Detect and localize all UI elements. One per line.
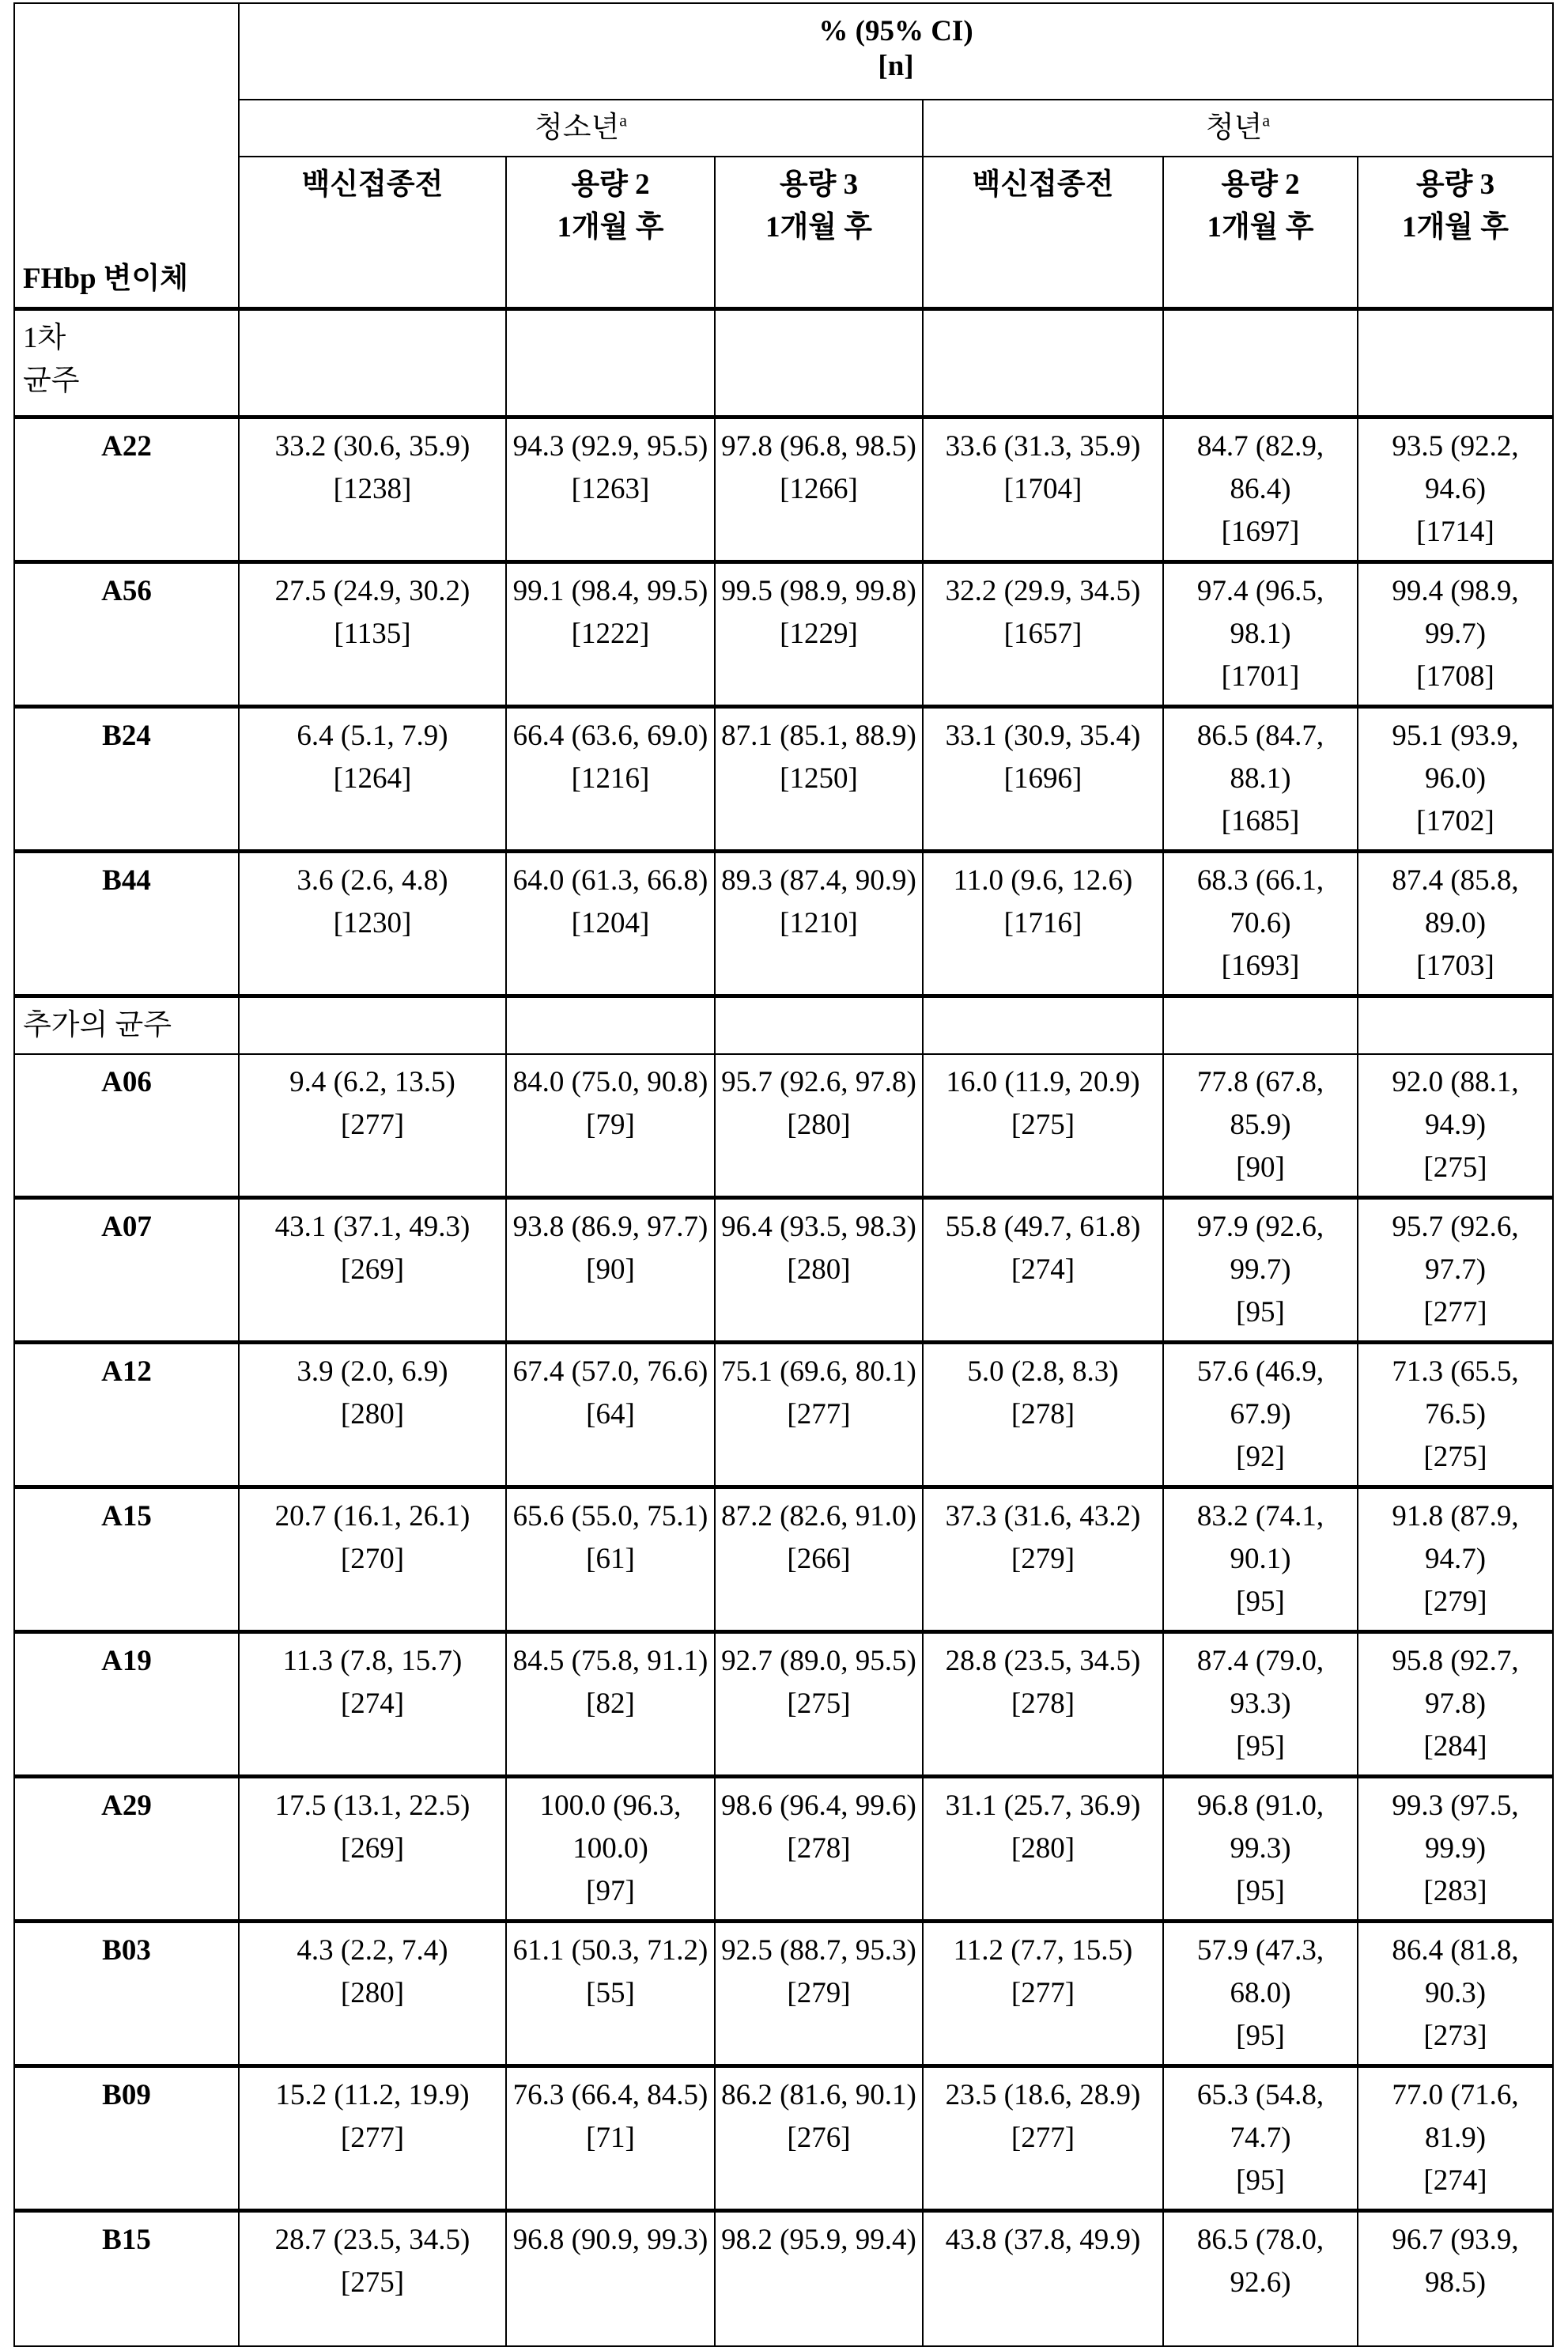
sample-size: [275]: [244, 2262, 501, 2304]
sample-size: [61]: [512, 1538, 709, 1581]
value-cell: [1358, 2065, 1553, 2210]
sample-size: [275]: [928, 1104, 1158, 1147]
percent-ci: 23.5 (18.6, 28.9): [928, 2074, 1158, 2117]
sample-size: [278]: [928, 1393, 1158, 1436]
subcolumn-header: [923, 157, 1163, 308]
sample-size: [277]: [928, 2117, 1158, 2160]
sample-size: [269]: [244, 1249, 501, 1291]
sample-size: [278]: [928, 1683, 1158, 1725]
sample-size: [280]: [720, 1249, 917, 1291]
percent-ci: 92.0 (88.1, 94.9): [1363, 1061, 1547, 1147]
table-row: [14, 2065, 1553, 2210]
value-cell: [715, 1197, 923, 1342]
percent-ci: 57.9 (47.3, 68.0): [1169, 1929, 1352, 2015]
value-cell: [239, 2210, 506, 2346]
percent-ci: 87.2 (82.6, 91.0): [720, 1495, 917, 1538]
percent-ci: 86.5 (84.7, 88.1): [1169, 715, 1352, 800]
value-cell: [1358, 417, 1553, 561]
percent-ci: 57.6 (46.9, 67.9): [1169, 1351, 1352, 1436]
percent-ci: 68.3 (66.1, 70.6): [1169, 860, 1352, 945]
value-cell: [1163, 706, 1358, 851]
percent-ci: 87.4 (85.8, 89.0): [1363, 860, 1547, 945]
percent-ci: 67.4 (57.0, 76.6): [512, 1351, 709, 1393]
subcolumn-header: [1358, 157, 1553, 308]
value-cell: [1163, 1487, 1358, 1631]
table-row: [14, 1197, 1553, 1342]
sample-size: [274]: [928, 1249, 1158, 1291]
sample-size: [273]: [1363, 2015, 1547, 2058]
value-cell: [1358, 2210, 1553, 2346]
sample-size: [274]: [1363, 2160, 1547, 2202]
table-row: [14, 706, 1553, 851]
percent-ci: 96.4 (93.5, 98.3): [720, 1206, 917, 1249]
table-row: [14, 417, 1553, 561]
percent-ci: 86.4 (81.8, 90.3): [1363, 1929, 1547, 2015]
value-cell: [506, 1487, 715, 1631]
value-cell: [506, 2210, 715, 2346]
section-row: [14, 308, 1553, 417]
sample-size: [1266]: [720, 468, 917, 511]
value-cell: [1163, 1197, 1358, 1342]
percent-ci: 5.0 (2.8, 8.3): [928, 1351, 1158, 1393]
measure-header-line2: [n]: [244, 45, 1547, 88]
percent-ci: 98.6 (96.4, 99.6): [720, 1785, 917, 1827]
value-cell: [715, 1342, 923, 1487]
subcolumn-header-line1: 백신접종전: [928, 164, 1158, 206]
sample-size: [1708]: [1363, 656, 1547, 698]
value-cell: [239, 1776, 506, 1921]
value-cell: [715, 2210, 923, 2346]
value-cell: [506, 561, 715, 706]
percent-ci: 95.8 (92.7, 97.8): [1363, 1640, 1547, 1725]
percent-ci: 11.3 (7.8, 15.7): [244, 1640, 501, 1683]
percent-ci: 4.3 (2.2, 7.4): [244, 1929, 501, 1972]
percent-ci: 91.8 (87.9, 94.7): [1363, 1495, 1547, 1581]
percent-ci: 94.3 (92.9, 95.5): [512, 425, 709, 468]
value-cell: [715, 1631, 923, 1776]
percent-ci: 71.3 (65.5, 76.5): [1363, 1351, 1547, 1436]
percent-ci: 16.0 (11.9, 20.9): [928, 1061, 1158, 1104]
empty-cell: [506, 996, 715, 1054]
value-cell: [1163, 851, 1358, 996]
percent-ci: 66.4 (63.6, 69.0): [512, 715, 709, 758]
percent-ci: 83.2 (74.1, 90.1): [1169, 1495, 1352, 1581]
percent-ci: 97.4 (96.5, 98.1): [1169, 570, 1352, 656]
empty-cell: [506, 308, 715, 417]
percent-ci: 99.5 (98.9, 99.8): [720, 570, 917, 613]
group-label: 청소년: [535, 111, 619, 144]
value-cell: [923, 561, 1163, 706]
percent-ci: 92.7 (89.0, 95.5): [720, 1640, 917, 1683]
value-cell: [923, 1776, 1163, 1921]
value-cell: [1358, 1487, 1553, 1631]
sample-size: [79]: [512, 1104, 709, 1147]
percent-ci: 93.5 (92.2, 94.6): [1363, 425, 1547, 511]
value-cell: [715, 417, 923, 561]
percent-ci: 3.9 (2.0, 6.9): [244, 1351, 501, 1393]
percent-ci: 33.6 (31.3, 35.9): [928, 425, 1158, 468]
value-cell: [506, 1054, 715, 1198]
value-cell: [1163, 2065, 1358, 2210]
value-cell: [923, 706, 1163, 851]
value-cell: [715, 1921, 923, 2065]
value-cell: [715, 1776, 923, 1921]
value-cell: [1358, 1342, 1553, 1487]
sample-size: [55]: [512, 1972, 709, 2015]
value-cell: [506, 851, 715, 996]
percent-ci: 6.4 (5.1, 7.9): [244, 715, 501, 758]
empty-cell: [1163, 996, 1358, 1054]
value-cell: [923, 1054, 1163, 1198]
subcolumn-header-line2: 1개월 후: [1363, 206, 1547, 249]
sample-size: [1685]: [1169, 800, 1352, 843]
sample-size: [266]: [720, 1538, 917, 1581]
percent-ci: 15.2 (11.2, 19.9): [244, 2074, 501, 2117]
subcolumn-header-line2: 1개월 후: [512, 206, 709, 249]
value-cell: [1163, 2210, 1358, 2346]
value-cell: [923, 1342, 1163, 1487]
empty-cell: [239, 996, 506, 1054]
subcolumn-header-line1: 용량 3: [720, 164, 917, 206]
value-cell: [923, 1631, 1163, 1776]
group-header-young-adults: [923, 100, 1553, 157]
sample-size: [95]: [1169, 2015, 1352, 2058]
variant-name: A15: [14, 1487, 239, 1631]
value-cell: [506, 417, 715, 561]
variant-name: A22: [14, 417, 239, 561]
value-cell: [239, 417, 506, 561]
sample-size: [95]: [1169, 1291, 1352, 1334]
sample-size: [1704]: [928, 468, 1158, 511]
percent-ci: 37.3 (31.6, 43.2): [928, 1495, 1158, 1538]
sample-size: [95]: [1169, 2160, 1352, 2202]
table-row: [14, 1054, 1553, 1198]
percent-ci: 76.3 (66.4, 84.5): [512, 2074, 709, 2117]
empty-cell: [1358, 308, 1553, 417]
sample-size: [280]: [928, 1827, 1158, 1870]
percent-ci: 89.3 (87.4, 90.9): [720, 860, 917, 902]
value-cell: [506, 2065, 715, 2210]
percent-ci: 31.1 (25.7, 36.9): [928, 1785, 1158, 1827]
percent-ci: 84.5 (75.8, 91.1): [512, 1640, 709, 1683]
percent-ci: 61.1 (50.3, 71.2): [512, 1929, 709, 1972]
sample-size: [90]: [512, 1249, 709, 1291]
value-cell: [239, 851, 506, 996]
variant-name: A56: [14, 561, 239, 706]
percent-ci: 99.4 (98.9, 99.7): [1363, 570, 1547, 656]
value-cell: [239, 1631, 506, 1776]
sample-size: [277]: [1363, 1291, 1547, 1334]
results-table: [13, 2, 1554, 2347]
sample-size: [1204]: [512, 902, 709, 945]
value-cell: [715, 706, 923, 851]
percent-ci: 3.6 (2.6, 4.8): [244, 860, 501, 902]
percent-ci: 95.7 (92.6, 97.7): [1363, 1206, 1547, 1291]
percent-ci: 87.1 (85.1, 88.9): [720, 715, 917, 758]
percent-ci: 93.8 (86.9, 97.7): [512, 1206, 709, 1249]
sample-size: [277]: [244, 2117, 501, 2160]
subcolumn-header: [239, 157, 506, 308]
sample-size: [1696]: [928, 758, 1158, 800]
sample-size: [1716]: [928, 902, 1158, 945]
value-cell: [239, 1342, 506, 1487]
subcolumn-header-line2: 1개월 후: [1169, 206, 1352, 249]
percent-ci: 75.1 (69.6, 80.1): [720, 1351, 917, 1393]
sample-size: [275]: [720, 1683, 917, 1725]
sample-size: [278]: [720, 1827, 917, 1870]
variant-name: A12: [14, 1342, 239, 1487]
value-cell: [1163, 1776, 1358, 1921]
group-label: 청년: [1206, 111, 1262, 144]
sample-size: [1216]: [512, 758, 709, 800]
sample-size: [284]: [1363, 1725, 1547, 1768]
sample-size: [1264]: [244, 758, 501, 800]
percent-ci: 84.7 (82.9, 86.4): [1169, 425, 1352, 511]
value-cell: [923, 1197, 1163, 1342]
variant-name: A07: [14, 1197, 239, 1342]
empty-cell: [923, 996, 1163, 1054]
sample-size: [1238]: [244, 468, 501, 511]
subcolumn-header-line1: 용량 2: [512, 164, 709, 206]
sample-size: [1210]: [720, 902, 917, 945]
value-cell: [1358, 1197, 1553, 1342]
percent-ci: 43.1 (37.1, 49.3): [244, 1206, 501, 1249]
sample-size: [280]: [720, 1104, 917, 1147]
percent-ci: 92.5 (88.7, 95.3): [720, 1929, 917, 1972]
subcolumn-header-line1: 백신접종전: [244, 164, 501, 206]
value-cell: [1358, 851, 1553, 996]
empty-cell: [1358, 996, 1553, 1054]
subcolumn-header: [1163, 157, 1358, 308]
percent-ci: 27.5 (24.9, 30.2): [244, 570, 501, 613]
footnote-marker: a: [619, 111, 627, 130]
percent-ci: 96.7 (93.9, 98.5): [1363, 2219, 1547, 2304]
value-cell: [1163, 1342, 1358, 1487]
value-cell: [1163, 1631, 1358, 1776]
percent-ci: 97.9 (92.6, 99.7): [1169, 1206, 1352, 1291]
sample-size: [276]: [720, 2117, 917, 2160]
value-cell: [239, 1054, 506, 1198]
value-cell: [715, 1487, 923, 1631]
percent-ci: 11.0 (9.6, 12.6): [928, 860, 1158, 902]
sample-size: [92]: [1169, 1436, 1352, 1479]
group-header-adolescents: [239, 100, 923, 157]
value-cell: [715, 851, 923, 996]
sample-size: [277]: [720, 1393, 917, 1436]
value-cell: [506, 1631, 715, 1776]
empty-cell: [1163, 308, 1358, 417]
section-row: [14, 996, 1553, 1054]
variant-name: B44: [14, 851, 239, 996]
sample-size: [1702]: [1363, 800, 1547, 843]
percent-ci: 84.0 (75.0, 90.8): [512, 1061, 709, 1104]
sample-size: [90]: [1169, 1147, 1352, 1189]
percent-ci: 77.8 (67.8, 85.9): [1169, 1061, 1352, 1147]
value-cell: [1358, 706, 1553, 851]
section-label: 1차 균주: [14, 308, 239, 417]
value-cell: [506, 1342, 715, 1487]
variant-name: B24: [14, 706, 239, 851]
percent-ci: 9.4 (6.2, 13.5): [244, 1061, 501, 1104]
value-cell: [923, 417, 1163, 561]
value-cell: [715, 2065, 923, 2210]
variant-column-header: FHbp 변이체: [14, 3, 239, 308]
sample-size: [1714]: [1363, 511, 1547, 554]
percent-ci: 33.2 (30.6, 35.9): [244, 425, 501, 468]
value-cell: [506, 1197, 715, 1342]
sample-size: [1657]: [928, 613, 1158, 656]
variant-name: B03: [14, 1921, 239, 2065]
sample-size: [279]: [1363, 1581, 1547, 1623]
value-cell: [1163, 1921, 1358, 2065]
subcolumn-header: [506, 157, 715, 308]
percent-ci: 55.8 (49.7, 61.8): [928, 1206, 1158, 1249]
sample-size: [64]: [512, 1393, 709, 1436]
percent-ci: 43.8 (37.8, 49.9): [928, 2219, 1158, 2262]
table-row: [14, 1776, 1553, 1921]
value-cell: [506, 1921, 715, 2065]
subcolumn-header-line1: 용량 2: [1169, 164, 1352, 206]
value-cell: [1163, 561, 1358, 706]
value-cell: [1358, 561, 1553, 706]
value-cell: [239, 561, 506, 706]
sample-size: [71]: [512, 2117, 709, 2160]
value-cell: [239, 2065, 506, 2210]
percent-ci: 99.1 (98.4, 99.5): [512, 570, 709, 613]
percent-ci: 99.3 (97.5, 99.9): [1363, 1785, 1547, 1870]
variant-name: A29: [14, 1776, 239, 1921]
percent-ci: 28.8 (23.5, 34.5): [928, 1640, 1158, 1683]
sample-size: [95]: [1169, 1725, 1352, 1768]
percent-ci: 65.3 (54.8, 74.7): [1169, 2074, 1352, 2160]
sample-size: [274]: [244, 1683, 501, 1725]
value-cell: [923, 1487, 1163, 1631]
variant-name: B09: [14, 2065, 239, 2210]
sample-size: [95]: [1169, 1581, 1352, 1623]
empty-cell: [715, 308, 923, 417]
table-row: [14, 1487, 1553, 1631]
sample-size: [1701]: [1169, 656, 1352, 698]
percent-ci: 32.2 (29.9, 34.5): [928, 570, 1158, 613]
sample-size: [279]: [720, 1972, 917, 2015]
value-cell: [923, 851, 1163, 996]
sample-size: [1693]: [1169, 945, 1352, 988]
sample-size: [277]: [928, 1972, 1158, 2015]
empty-cell: [715, 996, 923, 1054]
sample-size: [277]: [244, 1104, 501, 1147]
percent-ci: 77.0 (71.6, 81.9): [1363, 2074, 1547, 2160]
value-cell: [923, 2065, 1163, 2210]
value-cell: [923, 2210, 1163, 2346]
sample-size: [1229]: [720, 613, 917, 656]
sample-size: [269]: [244, 1827, 501, 1870]
value-cell: [923, 1921, 1163, 2065]
value-cell: [1358, 1921, 1553, 2065]
sample-size: [1250]: [720, 758, 917, 800]
value-cell: [239, 1487, 506, 1631]
value-cell: [1358, 1054, 1553, 1198]
value-cell: [239, 706, 506, 851]
table-row: [14, 561, 1553, 706]
subcolumn-header-line2: 1개월 후: [720, 206, 917, 249]
percent-ci: 65.6 (55.0, 75.1): [512, 1495, 709, 1538]
measure-header-line1: % (95% CI): [244, 10, 1547, 53]
sample-size: [97]: [512, 1870, 709, 1913]
sample-size: [1135]: [244, 613, 501, 656]
sample-size: [270]: [244, 1538, 501, 1581]
value-cell: [239, 1921, 506, 2065]
percent-ci: 98.2 (95.9, 99.4): [720, 2219, 917, 2262]
percent-ci: 96.8 (90.9, 99.3): [512, 2219, 709, 2262]
sample-size: [280]: [244, 1972, 501, 2015]
sample-size: [1703]: [1363, 945, 1547, 988]
sample-size: [82]: [512, 1683, 709, 1725]
empty-cell: [239, 308, 506, 417]
value-cell: [1163, 417, 1358, 561]
value-cell: [715, 1054, 923, 1198]
percent-ci: 86.5 (78.0, 92.6): [1169, 2219, 1352, 2304]
percent-ci: 86.2 (81.6, 90.1): [720, 2074, 917, 2117]
value-cell: [506, 1776, 715, 1921]
value-cell: [715, 561, 923, 706]
sample-size: [283]: [1363, 1870, 1547, 1913]
percent-ci: 17.5 (13.1, 22.5): [244, 1785, 501, 1827]
table-row: [14, 1631, 1553, 1776]
value-cell: [239, 1197, 506, 1342]
value-cell: [1358, 1631, 1553, 1776]
percent-ci: 100.0 (96.3, 100.0): [512, 1785, 709, 1870]
variant-name: A19: [14, 1631, 239, 1776]
sample-size: [275]: [1363, 1147, 1547, 1189]
percent-ci: 95.7 (92.6, 97.8): [720, 1061, 917, 1104]
table-row: [14, 851, 1553, 996]
footnote-marker: a: [1262, 111, 1270, 130]
sample-size: [95]: [1169, 1870, 1352, 1913]
sample-size: [1230]: [244, 902, 501, 945]
table-row: [14, 1342, 1553, 1487]
percent-ci: 33.1 (30.9, 35.4): [928, 715, 1158, 758]
percent-ci: 97.8 (96.8, 98.5): [720, 425, 917, 468]
sample-size: [275]: [1363, 1436, 1547, 1479]
sample-size: [1263]: [512, 468, 709, 511]
value-cell: [1163, 1054, 1358, 1198]
sample-size: [1222]: [512, 613, 709, 656]
percent-ci: 64.0 (61.3, 66.8): [512, 860, 709, 902]
sample-size: [1697]: [1169, 511, 1352, 554]
subcolumn-header-line1: 용량 3: [1363, 164, 1547, 206]
table-row: [14, 1921, 1553, 2065]
subcolumn-header: [715, 157, 923, 308]
percent-ci: 11.2 (7.7, 15.5): [928, 1929, 1158, 1972]
sample-size: [280]: [244, 1393, 501, 1436]
value-cell: [1358, 1776, 1553, 1921]
percent-ci: 87.4 (79.0, 93.3): [1169, 1640, 1352, 1725]
percent-ci: 20.7 (16.1, 26.1): [244, 1495, 501, 1538]
variant-name: B15: [14, 2210, 239, 2346]
value-cell: [506, 706, 715, 851]
percent-ci: 96.8 (91.0, 99.3): [1169, 1785, 1352, 1870]
variant-name: A06: [14, 1054, 239, 1198]
empty-cell: [923, 308, 1163, 417]
measure-header: [239, 3, 1553, 100]
percent-ci: 28.7 (23.5, 34.5): [244, 2219, 501, 2262]
section-label: 추가의 균주: [14, 996, 239, 1054]
percent-ci: 95.1 (93.9, 96.0): [1363, 715, 1547, 800]
sample-size: [279]: [928, 1538, 1158, 1581]
table-row: [14, 2210, 1553, 2346]
